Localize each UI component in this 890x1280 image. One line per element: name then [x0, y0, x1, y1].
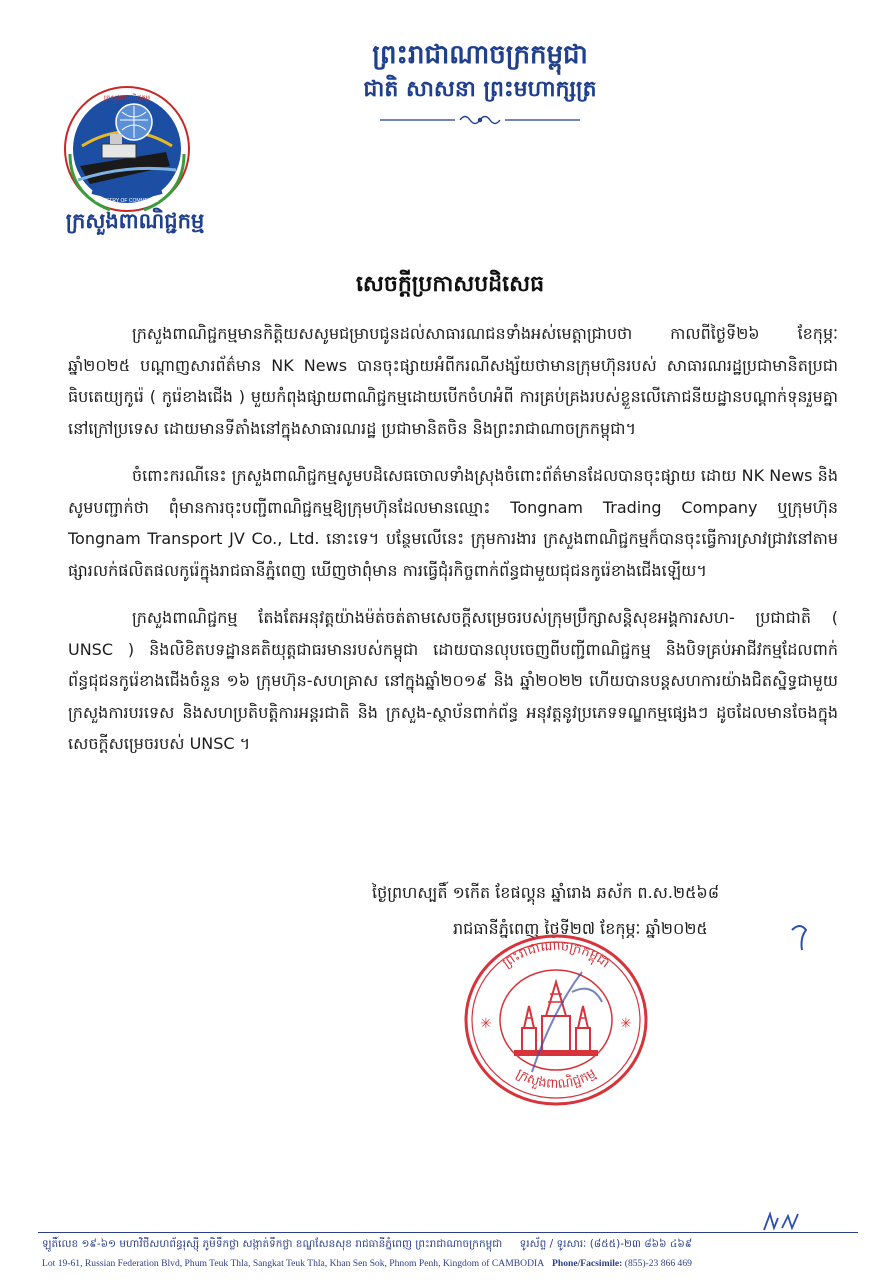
kingdom-title: ព្រះរាជាណាចក្រកម្ពុជា [372, 40, 588, 70]
footer-phone-km: ទូរស័ព្ទ / ទូរសារៈ (៨៥៥)-២៣ ៨៦៦ ៤៦៩ [519, 1238, 693, 1250]
seal-bottom-text: ក្រសួងពាណិជ្ជកម្ម [513, 1066, 599, 1093]
paragraph-3: ក្រសួងពាណិជ្ជកម្ម តែងតែអនុវត្តយ៉ាងម៉ត់ចត់តាមសេចក្ដីសម្រេចរបស់ក្រុមប្រឹក្សាសន្តិសុខអង្គការសហ- ប្រជាជាតិ ( UNSC ) និងលិខិតបទដ្ឋានគតិយុត្តជាធរមានរបស់កម្ពុជា ដោយបានលុបចេញពីបញ្ជីពាណិជ្ជកម្ម និងបិទគ្រប់អាជីវកម្មដែលពាក់ព័ន្ធជុជនកូរ៉េខាងជើងចំនួន ១៦ ក្រុមហ៊ុន-សហគ្រាស នៅក្នុងឆ្នាំ២០១៩ និង ឆ្នាំ២០២២ ហើយបានបន្តសហការយ៉ាងជិតស្និទ្ធជាមួយក្រសួងការបរទេស និងសហប្រតិបត្តិការអន្តរជាតិ និង ក្រសួង-ស្ថាប័នពាក់ព័ន្ធ អនុវត្តនូវប្រភេទទណ្ឌកម្មផ្សេងៗ ដូចដែលមានចែងក្នុងសេចក្ដីសម្រេចរបស់ UNSC ។ [68, 608, 838, 753]
footer-address-en [42, 1258, 862, 1269]
ministry-name: ក្រសួងពាណិជ្ជកម្ម [65, 209, 205, 233]
svg-text:✳: ✳ [620, 1016, 632, 1032]
handwritten-mark-icon [788, 920, 812, 952]
footer-divider [38, 1232, 858, 1233]
initials-mark-icon [760, 1210, 820, 1234]
footer-address-km-text: ឡូតិ៍លេខ ១៩-៦១ មហាវិថីសហព័ន្ធរុស្ស៊ី ភូមិទឹកថ្លា សង្កាត់ទឹកថ្លា ខណ្ឌសែនសុខ រាជធានីភ្នំពេញ ព្រះរាជាណាចក្រកម្ពុជា [42, 1238, 503, 1250]
ornament-divider [375, 110, 585, 130]
national-motto: ជាតិ សាសនា ព្រះមហាក្សត្រ [363, 77, 597, 102]
paragraph-1: ក្រសួងពាណិជ្ជកម្មមានកិត្តិយសសូមជម្រាបជូនដល់សាធារណជនទាំងអស់មេត្តាជ្រាបថា កាលពីថ្ងៃទី២៦ ខែកុម្ភៈ ឆ្នាំ២០២៥ បណ្ដាញសារព័ត៌មាន NK News បានចុះផ្សាយអំពីករណីសង្ស័យថាមានក្រុមហ៊ុនរបស់ សាធារណរដ្ឋប្រជាមានិតប្រជាធិបតេយ្យកូរ៉េ ( កូរ៉េខាងជើង ) មួយកំពុងផ្សាយពាណិជ្ជកម្មដោយបើកចំហអំពី ការគ្រប់គ្រងរបស់ខ្លួនលើភោជនីយដ្ឋានបណ្ដាក់ទុនរួមគ្នានៅក្រៅប្រទេស ដោយមានទីតាំងនៅក្នុងសាធារណរដ្ឋ ប្រជាមានិតចិន និងព្រះរាជាណាចក្រកម្ពុជា។ [68, 324, 838, 438]
logo-top-text: ក្រសួងពាណិជ្ជកម្ម [103, 94, 151, 102]
footer-phone-label: Phone/Facsimile: [552, 1258, 623, 1269]
lunar-date: ថ្ងៃព្រហស្បតិ៍ ១កើត ខែផល្គុន ឆ្នាំរោង ឆស័ក ព.ស.២៥៦៨ [372, 883, 720, 902]
footer-address-en-text: Lot 19-61, Russian Federation Blvd, Phum Teuk Thla, Sangkat Teuk Thla, Khan Sen Sok, Phnom Penh, Kingdom of CAMBODIA [42, 1258, 544, 1269]
seal-top-text: ព្រះរាជាណាចក្រកម្ពុជា [499, 938, 613, 972]
svg-text:✳: ✳ [480, 1016, 492, 1032]
logo-caption: MINISTRY OF COMMERCE [95, 198, 159, 204]
footer-address-km [42, 1238, 862, 1253]
solar-date: រាជធានីភ្នំពេញ ថ្ងៃទី២៧ ខែកុម្ភៈ ឆ្នាំ២០២៥ [453, 919, 708, 938]
ministry-logo-icon [62, 84, 192, 214]
kingdom-header [290, 38, 670, 106]
footer-phone-en: (855)-23 866 469 [624, 1258, 692, 1269]
document-title: សេចក្ដីប្រកាសបដិសេធ [355, 272, 545, 297]
official-seal-icon [462, 932, 650, 1108]
document-body [68, 318, 838, 776]
paragraph-2: ចំពោះករណីនេះ ក្រសួងពាណិជ្ជកម្មសូមបដិសេធចោលទាំងស្រុងចំពោះព័ត៌មានដែលបានចុះផ្សាយ ដោយ NK News និងសូមបញ្ជាក់ថា ពុំមានការចុះបញ្ជីពាណិជ្ជកម្មឱ្យក្រុមហ៊ុនដែលមានឈ្មោះ Tongnam Trading Company ឬក្រុមហ៊ុន Tongnam Transport JV Co., Ltd. នោះទេ។ បន្ថែមលើនេះ ក្រុមការងារ ក្រសួងពាណិជ្ជកម្មក៏បានចុះធ្វើការស្រាវជ្រាវនៅតាមផ្សារលក់ផលិតផលកូរ៉េក្នុងរាជធានីភ្នំពេញ ឃើញថាពុំមាន ការធ្វើជុំរកិច្ចពាក់ព័ន្ធជាមួយជុជនកូរ៉េខាងជើងឡើយ។ [68, 466, 838, 580]
